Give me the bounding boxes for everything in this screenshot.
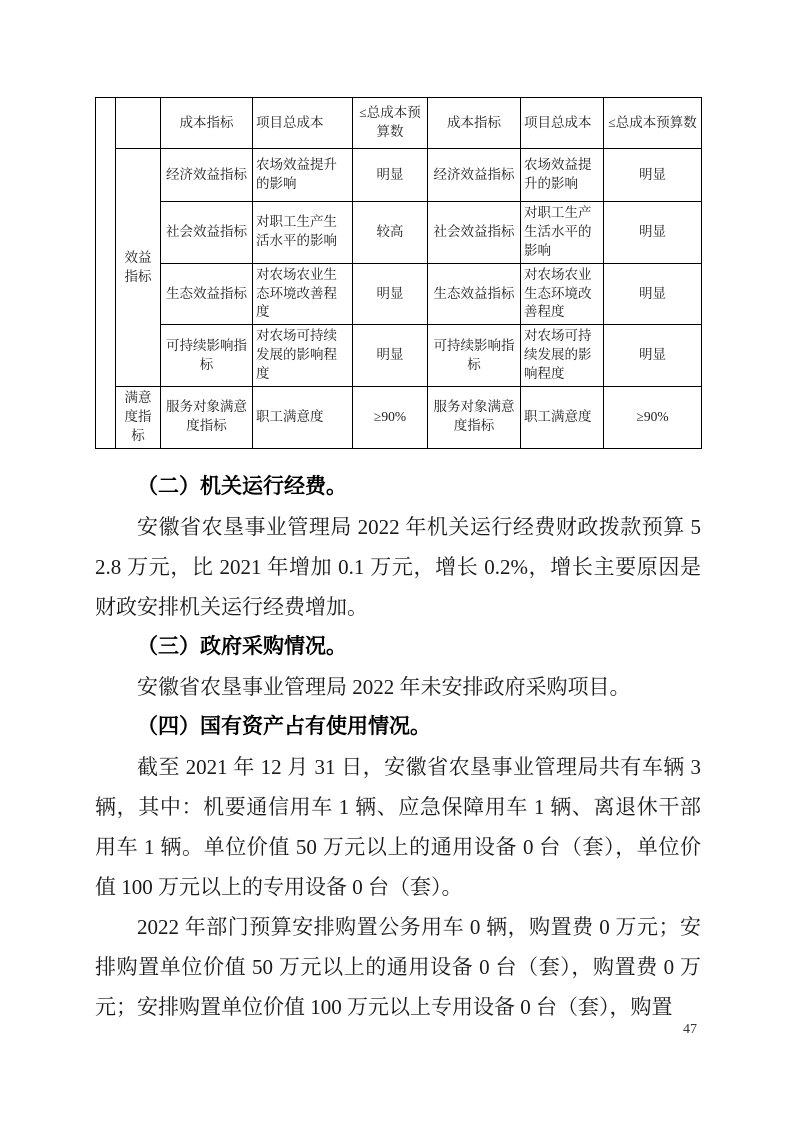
section-heading-state-assets: （四）国有资产占有使用情况。: [137, 714, 431, 738]
table-cell-value: 较高: [353, 202, 428, 264]
table-cell-category: 生态效益指标: [161, 263, 253, 325]
table-cell-name: 农场效益提升的影响: [521, 149, 604, 202]
table-cell-name: 对农场农业生态环境改善程度: [521, 263, 604, 325]
table-cell-name: 农场效益提升的影响: [253, 149, 353, 202]
table-cell-category: 成本指标: [428, 98, 521, 149]
table-row: [96, 387, 702, 449]
table-cell-value: ≤总成本预算数: [604, 98, 702, 149]
table-cell-category: 服务对象满意度指标: [161, 387, 253, 449]
body-text: [95, 467, 701, 1027]
table-cell-name: 对农场可持续发展的影响程度: [521, 325, 604, 387]
table-cell-value: 明显: [604, 149, 702, 202]
table-cell-category: 社会效益指标: [161, 202, 253, 264]
table-cell-name: 对职工生产生活水平的影响: [521, 202, 604, 264]
table-row: [96, 149, 702, 202]
table-cell-name: 项目总成本: [521, 98, 604, 149]
table-cell-name: 项目总成本: [253, 98, 353, 149]
section-heading-agency-operating-funds: （二）机关运行经费。: [137, 474, 347, 498]
table-row: [96, 202, 702, 264]
paragraph: 安徽省农垦事业管理局 2022 年机关运行经费财政拨款预算 52.8 万元，比 2021 年增加 0.1 万元，增长 0.2%，增长主要原因是财政安排机关运行经费增加。: [95, 514, 701, 619]
table-cell-category: 经济效益指标: [161, 149, 253, 202]
performance-indicator-table: [95, 97, 702, 449]
section-heading-government-procurement: （三）政府采购情况。: [137, 634, 347, 658]
table-cell-name: 职工满意度: [521, 387, 604, 449]
table-cell-name: 职工满意度: [253, 387, 353, 449]
table-cell-category: 社会效益指标: [428, 202, 521, 264]
paragraph: 2022 年部门预算安排购置公务用车 0 辆，购置费 0 万元；安排购置单位价值 50 万元以上的通用设备 0 台（套），购置费 0 万元；安排购置单位价值 100 万元以上专用设备 0 台（套），购置: [95, 914, 701, 1019]
table-cell-category: 成本指标: [161, 98, 253, 149]
paragraph: 安徽省农垦事业管理局 2022 年未安排政府采购项目。: [137, 674, 631, 699]
table-cell-category: 可持续影响指标: [428, 325, 521, 387]
table-cell-name: 对农场可持续发展的影响程度: [253, 325, 353, 387]
table-cell-category: 服务对象满意度指标: [428, 387, 521, 449]
table-cell-category: 经济效益指标: [428, 149, 521, 202]
table-row: [96, 263, 702, 325]
table-cell-value: ≥90%: [604, 387, 702, 449]
table-row: [96, 325, 702, 387]
page-content: [95, 97, 701, 1027]
table-cell-spanner-empty: [96, 98, 116, 449]
table-cell-value: 明显: [604, 202, 702, 264]
page-number: 47: [683, 1022, 697, 1037]
table-cell-value: 明显: [604, 263, 702, 325]
table-cell-category: 生态效益指标: [428, 263, 521, 325]
table-cell-value: 明显: [353, 263, 428, 325]
table-cell-group-satisfaction: 满意度指标: [116, 387, 161, 449]
table-cell-value: ≤总成本预算数: [353, 98, 428, 149]
table-cell-value: 明显: [353, 149, 428, 202]
table-cell-value: ≥90%: [353, 387, 428, 449]
paragraph: 截至 2021 年 12 月 31 日，安徽省农垦事业管理局共有车辆 3 辆，其中：机要通信用车 1 辆、应急保障用车 1 辆、离退休干部用车 1 辆。单位价值 50 万元以上的通用设备 0 台（套），单位价值 100 万元以上的专用设备 0 台（套）。: [95, 754, 701, 899]
table-row-header: [96, 98, 702, 149]
table-cell-category: 可持续影响指标: [161, 325, 253, 387]
table-cell-group-benefit: 效益指标: [116, 149, 161, 387]
table-cell-group-empty: [116, 98, 161, 149]
table-cell-value: 明显: [604, 325, 702, 387]
table-cell-name: 对农场农业生态环境改善程度: [253, 263, 353, 325]
table-cell-name: 对职工生产生活水平的影响: [253, 202, 353, 264]
table-cell-value: 明显: [353, 325, 428, 387]
